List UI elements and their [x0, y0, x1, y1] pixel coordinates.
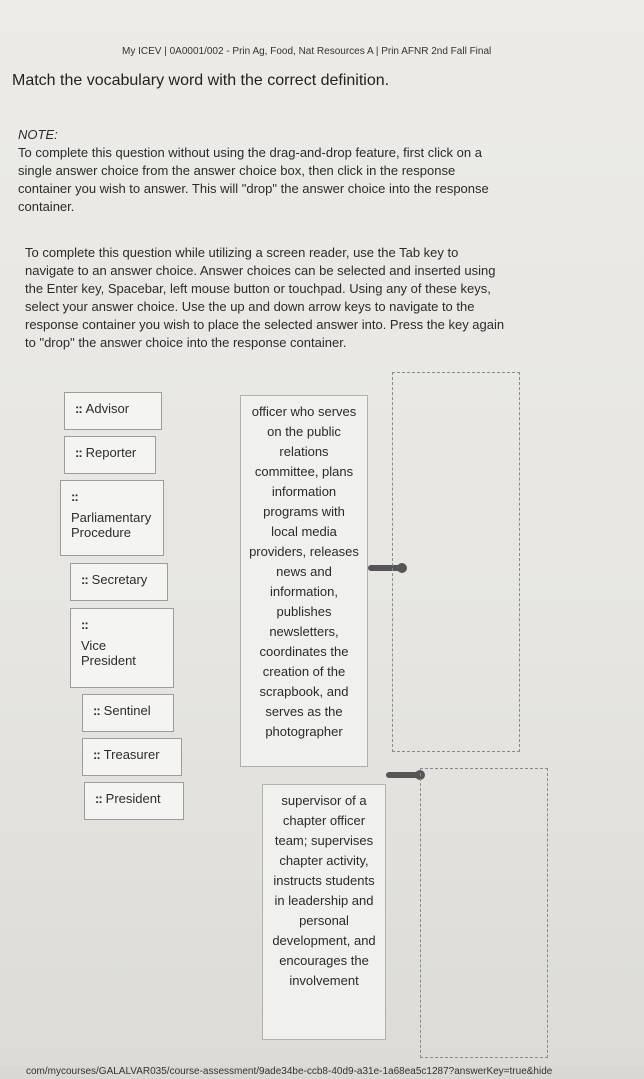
- drag-handle-icon: ::: [75, 445, 82, 460]
- answer-choice-label: Parliamentary Procedure: [71, 510, 152, 540]
- answer-choice-label: President: [105, 791, 161, 806]
- definition-card-1: officer who serves on the public relations committee, plans information programs with local media providers, releases news and information, publishes newsletters, coordinates the creation of the scrapbook, and serves as the photographer: [240, 395, 368, 767]
- answer-choice-advisor[interactable]: [64, 392, 162, 430]
- note-label: NOTE:: [18, 127, 58, 142]
- answer-choice-label: Advisor: [85, 401, 130, 416]
- screen-reader-instructions: To complete this question while utilizing a screen reader, use the Tab key to navigate to an answer choice. Answer choices can be selected and inserted using the Enter key, Spacebar, left mouse button or touchpad. Using any of these keys, select your answer choice. Use the up and down arrow keys to navigate to the response container you wish to place the selected answer into. Press the key again to "drop" the answer choice into the response container.: [25, 245, 505, 350]
- note-instructions: To complete this question without using the drag-and-drop feature, first click on a single answer choice from the answer choice box, then click in the response container you wish to answer. This will "drop" the answer choice into the response container.: [18, 145, 489, 214]
- question-prompt: Match the vocabulary word with the correct definition.: [12, 72, 390, 89]
- answer-choice-label: Treasurer: [103, 747, 160, 762]
- answer-choice-sentinel[interactable]: [82, 694, 174, 732]
- answer-choice-reporter[interactable]: [64, 436, 156, 474]
- response-container-2[interactable]: [420, 768, 548, 1058]
- drag-handle-icon: ::: [93, 747, 100, 762]
- drag-handle-icon: ::: [71, 489, 78, 504]
- answer-choice-vice-president[interactable]: [70, 608, 174, 688]
- definition-card-2: supervisor of a chapter officer team; supervises chapter activity, instructs students in leadership and personal development, and encourages the involvement: [262, 784, 386, 1040]
- answer-choice-label: Vice President: [81, 638, 136, 668]
- note-block: [18, 126, 498, 234]
- breadcrumb[interactable]: My ICEV | 0A0001/002 - Prin Ag, Food, Nat Resources A | Prin AFNR 2nd Fall Final: [122, 46, 492, 57]
- drag-handle-icon: ::: [81, 572, 88, 587]
- status-url: com/mycourses/GALALVAR035/course-assessment/9ade34be-ccb8-40d9-a31e-1a68ea5c1287?answerKey=true&hide: [0, 1066, 644, 1079]
- response-container-1[interactable]: [392, 372, 520, 752]
- answer-choice-label: Reporter: [85, 445, 137, 460]
- answer-choice-parliamentary-procedure[interactable]: [60, 480, 164, 556]
- answer-choice-label: Sentinel: [103, 703, 151, 718]
- answer-choice-president[interactable]: [84, 782, 184, 820]
- drag-handle-icon: ::: [95, 791, 102, 806]
- drag-handle-icon: ::: [75, 401, 82, 416]
- drag-handle-icon: ::: [93, 703, 100, 718]
- answer-choice-treasurer[interactable]: [82, 738, 182, 776]
- answer-choice-label: Secretary: [91, 572, 148, 587]
- drag-handle-icon: ::: [81, 617, 88, 632]
- answer-choice-secretary[interactable]: [70, 563, 168, 601]
